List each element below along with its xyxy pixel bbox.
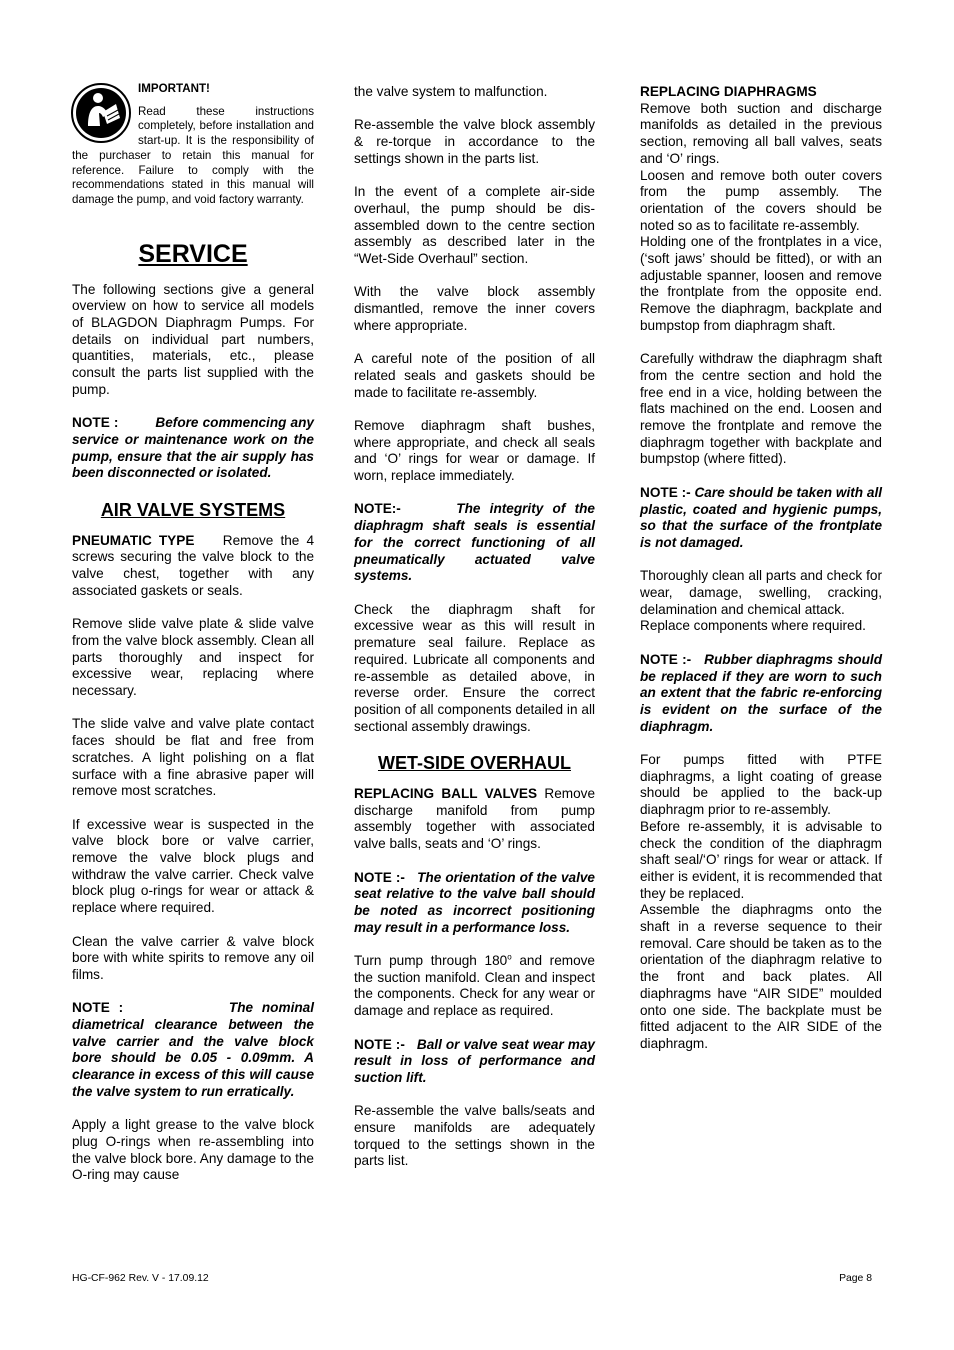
document-reference: HG-CF-962 Rev. V - 17.09.12 <box>72 1273 209 1284</box>
note-shaft-seals: NOTE:- The integrity of the diaphragm shaft seals is essential for the correct functioning of all pneumatically actuated valve systems. <box>354 501 595 584</box>
replacing-diaphragms-paragraph: REPLACING DIAPHRAGMS Remove both suction and discharge manifolds as detailed in the previous section, removing all ball valves, seats and ‘O’ rings. Loosen and remove both outer covers from the pump assembly. The orientation of the covers should be noted so as to facilitate re-assembly. Holding one of the frontplates in a vice, (‘soft jaws’ should be fitted), or with an adjustable spanner, loosen and remove the frontplate from the opposite end. Remove the diaphragm, backplate and bumpstop from diaphragm shaft. <box>640 84 882 333</box>
contact-faces-paragraph: The slide valve and valve plate contact faces should be flat and free from scratches. A light polishing on a flat surface with a fine abrasive paper will remove most scratches. <box>72 716 314 799</box>
shaft-bushes-paragraph: Remove diaphragm shaft bushes, where appropriate, and check all seals and ‘O’ rings for wear or damage. If worn, replace immediately. <box>354 417 595 484</box>
note-rubber-diaphragms: NOTE :- Rubber diaphragms should be replaced if they are worn to such an extent that the fabric re-enforcing is evident on the surface of the diaphragm. <box>640 651 882 734</box>
column-right <box>640 84 882 1053</box>
grease-paragraph: Apply a light grease to the valve block plug O-rings when re-assembling into the valve block bore. Any damage to the O-ring may cause <box>72 1117 314 1183</box>
section-heading-wet-side: WET-SIDE OVERHAUL <box>377 753 571 773</box>
section-heading-air-valve: AIR VALVE SYSTEMS <box>100 499 286 520</box>
excessive-wear-paragraph: If excessive wear is suspected in the valve block bore or valve carrier, remove the valve block plugs and withdraw the valve carrier. Check valve block plug o-rings for wear or attack & replace where required. <box>72 816 314 916</box>
note-valve-seat-orientation: NOTE :- The orientation of the valve seat relative to the valve ball should be noted as incorrect positioning may result in a performance loss. <box>354 869 595 935</box>
note-seat-wear: NOTE :- Ball or valve seat wear may result in loss of performance and suction lift. <box>354 1036 595 1085</box>
slide-valve-paragraph: Remove slide valve plate & slide valve from the valve block assembly. Clean all parts thoroughly and inspect for excessive wear, replacing where necessary. <box>72 616 314 699</box>
reassemble-balls-paragraph: Re-assemble the valve balls/seats and ensure manifolds are adequately torqued to the settings shown in the parts list. <box>354 1103 595 1169</box>
malfunction-paragraph: the valve system to malfunction. <box>354 84 548 99</box>
pneumatic-type-paragraph: PNEUMATIC TYPE Remove the 4 screws securing the valve block to the valve chest, together with any associated gaskets or seals. <box>72 532 314 598</box>
important-notice <box>72 82 314 208</box>
service-intro: The following sections give a general overview on how to service all models of BLAGDON Diaphragm Pumps. For details on individual part numbers, quantities, materials, etc., please consult the parts list supplied with the pump. <box>72 281 314 397</box>
clean-carrier-paragraph: Clean the valve carrier & valve block bore with white spirits to remove any oil films. <box>72 933 314 982</box>
air-side-overhaul-paragraph: In the event of a complete air-side overhaul, the pump should be dis-assembled down to the centre section assembly as described later in the “Wet-Side Overhaul” section. <box>354 184 595 266</box>
clean-parts-paragraph: Thoroughly clean all parts and check for wear, damage, swelling, cracking, delamination and chemical attack. Replace components where required. <box>640 568 882 634</box>
page-number: Page 8 <box>839 1273 872 1284</box>
note-clearance: NOTE : The nominal diametrical clearance between the valve carrier and the valve block bore should be 0.05 - 0.09mm. A clearance in excess of this will cause the valve system to run erratically. <box>72 1000 314 1099</box>
note-disconnect-air: NOTE : Before commencing any service or maintenance work on the pump, ensure that the air supply has been disconnected or isolated. <box>72 415 314 481</box>
seals-gaskets-paragraph: A careful note of the position of all related seals and gaskets should be made to facilitate re-assembly. <box>354 351 595 400</box>
ptfe-reassembly-paragraph: For pumps fitted with PTFE diaphragms, a light coating of grease should be applied to the back-up diaphragm prior to re-assembly. Before re-assembly, it is advisable to check the condition of the diaphragm shaft seal/‘O’ rings for wear or attack. If either is evident, it is recommended that they be replaced. Assemble the diaphragms onto the shaft in a reverse sequence to their removal. Care should be taken as to the orientation of the diaphragm relative to the front and back plates. All diaphragms have “AIR SIDE” moulded onto one side. The backplate must be fitted adjacent to the AIR SIDE of the diaphragm. <box>640 752 882 1051</box>
read-manual-icon <box>70 82 132 144</box>
check-shaft-paragraph: Check the diaphragm shaft for excessive wear as this will result in premature seal failure. Replace as required. Lubricate all components and re-assemble as detailed above, in reverse order. Ensure the correct position of all components detailed in all sectional assembly drawings. <box>354 601 595 734</box>
suction-manifold-paragraph: Turn pump through 180$^o$ and remove the suction manifold. Clean and inspect the components. Check for any wear or damage and replace as required. <box>354 952 595 1019</box>
important-title: IMPORTANT! <box>138 82 210 95</box>
inner-covers-paragraph: With the valve block assembly dismantled, remove the inner covers where appropriate. <box>354 284 595 333</box>
withdraw-shaft-paragraph: Carefully withdraw the diaphragm shaft from the centre section and hold the free end in a vice, holding between the flats machined on the end. Loosen and remove the frontplate and remove the diaphragm together with backplate and bumpstop (where fitted). <box>640 351 882 467</box>
reassemble-valve-block-paragraph: Re-assemble the valve block assembly & re-torque in accordance to the settings shown in the parts list. <box>354 117 595 166</box>
important-text: Read these instructions completely, before installation and start-up. It is the responsibility of the purchaser to retain this manual for reference. Failure to comply with the recommendations stated in this manual will damage the pump, and void factory warranty. <box>72 104 314 206</box>
note-frontplate-surface: NOTE :- Care should be taken with all plastic, coated and hygienic pumps, so that the surface of the frontplate is not damaged. <box>640 484 883 550</box>
column-left <box>72 82 314 1184</box>
page-title: SERVICE <box>138 239 248 268</box>
replacing-ball-valves-paragraph: REPLACING BALL VALVES Remove discharge manifold from pump assembly together with associated valve balls, seats and ‘O’ rings. <box>354 786 596 852</box>
column-middle <box>354 84 595 1170</box>
